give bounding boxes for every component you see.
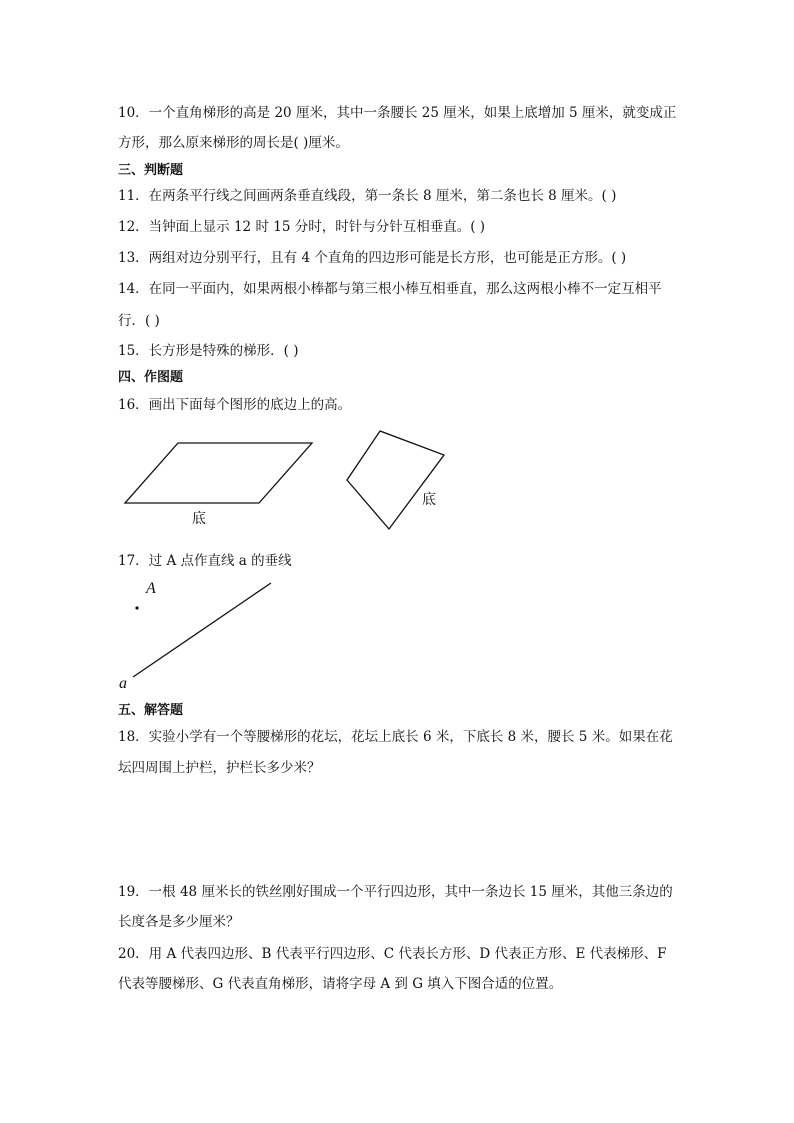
q19-line1: 19．一根 48 厘米长的铁丝刚好围成一个平行四边形，其中一条边长 15 厘米，其他三条边的 [118, 884, 673, 900]
q10-line2: 方形，那么原来梯形的周长是( )厘米。 [118, 135, 349, 151]
q12: 12．当钟面上显示 12 时 15 分时，时针与分针互相垂直。( ) [118, 219, 486, 235]
quadrilateral-base-label: 底 [422, 492, 436, 508]
q14-line2: 行．( ) [118, 313, 160, 329]
q18-line1: 18．实验小学有一个等腰梯形的花坛，花坛上底长 6 米，下底长 8 米，腰长 5 米。如果在花 [118, 729, 673, 745]
point-a-label: A [146, 580, 156, 597]
line-a-label: a [119, 675, 127, 692]
q15: 15．长方形是特殊的梯形．( ) [118, 343, 299, 359]
q11: 11．在两条平行线之间画两条垂直线段，第一条长 8 厘米，第二条也长 8 厘米。( ) [118, 188, 617, 204]
section-heading-judgement: 三、判断题 [118, 163, 184, 178]
section-heading-drawing: 四、作图题 [118, 370, 184, 385]
q17-text: 17．过 A 点作直线 a 的垂线 [118, 553, 292, 569]
q10-line1: 10．一个直角梯形的高是 20 厘米，其中一条腰长 25 厘米，如果上底增加 5 厘米，就变成正 [118, 105, 677, 121]
quadrilateral-shape [347, 431, 444, 529]
parallelogram-shape [125, 443, 312, 503]
q16-text: 16．画出下面每个图形的底边上的高。 [118, 397, 352, 413]
q19-line2: 长度各是多少厘米？ [118, 914, 240, 930]
q20-line1: 20．用 A 代表四边形、B 代表平行四边形、C 代表长方形、D 代表正方形、E 代表梯形、F [118, 946, 667, 962]
q13: 13．两组对边分别平行，且有 4 个直角的四边形可能是长方形，也可能是正方形。( ) [118, 250, 627, 266]
parallelogram-base-label: 底 [192, 511, 206, 527]
q14-line1: 14．在同一平面内，如果两根小棒都与第三根小棒互相垂直，那么这两根小棒不一定互相平 [118, 281, 662, 297]
q18-line2: 坛四周围上护栏，护栏长多少米？ [118, 760, 321, 776]
section-heading-answer: 五、解答题 [118, 703, 184, 718]
q20-line2: 代表等腰梯形、G 代表直角梯形，请将字母 A 到 G 填入下图合适的位置。 [118, 976, 563, 992]
point-a-dot [135, 606, 138, 609]
